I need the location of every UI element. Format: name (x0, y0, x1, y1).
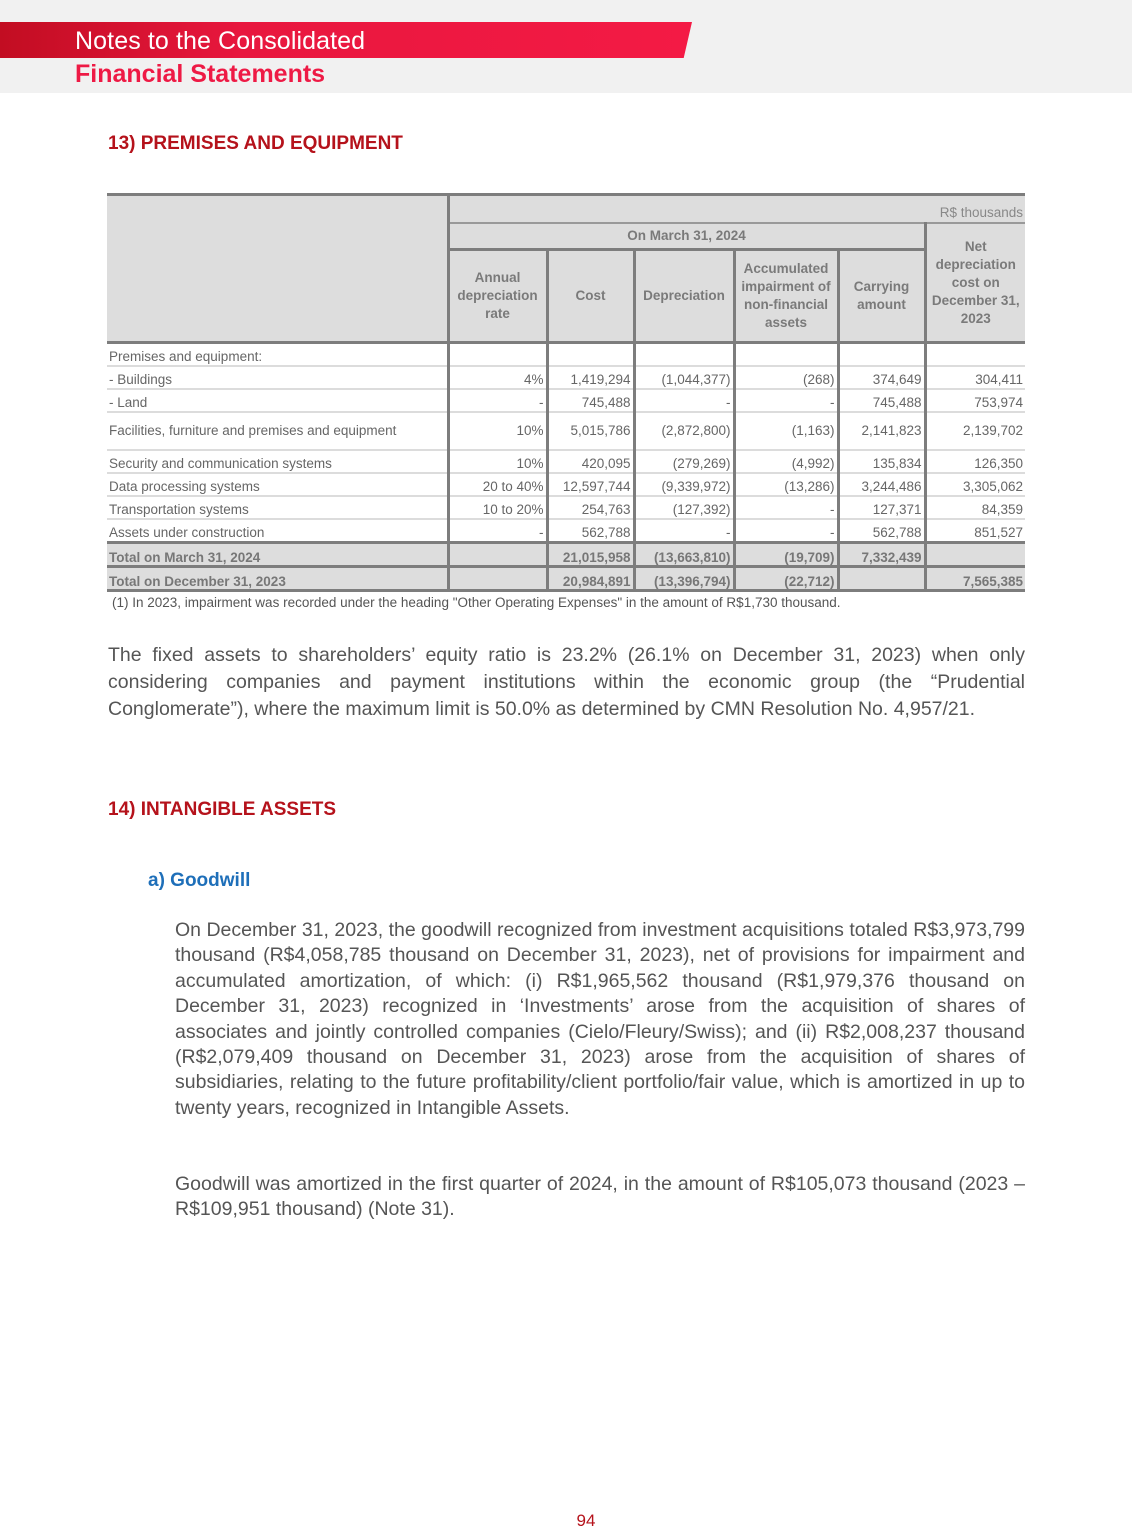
cell-carrying: 3,244,486 (838, 473, 925, 496)
cell-net-2023 (925, 543, 1025, 567)
cell-carrying: 135,834 (838, 450, 925, 473)
table-row-section-label (107, 343, 1025, 367)
cell-depreciation: - (634, 389, 734, 412)
table-total-row (107, 543, 1025, 567)
cell-net-2023: 851,527 (925, 519, 1025, 543)
cell-carrying (838, 567, 925, 591)
cell-net-2023: 7,565,385 (925, 567, 1025, 591)
cell-cost: 420,095 (547, 450, 634, 473)
total-label: Total on March 31, 2024 (107, 543, 448, 567)
unit-label: R$ thousands (448, 195, 1025, 224)
cell-carrying: 127,371 (838, 496, 925, 519)
row-label: Assets under construction (107, 519, 448, 543)
cell-carrying: 7,332,439 (838, 543, 925, 567)
cell-rate: 10% (448, 412, 547, 450)
table-row (107, 366, 1025, 389)
section-13-title: 13) PREMISES AND EQUIPMENT (108, 133, 403, 154)
page-number: 94 (576, 1511, 596, 1530)
table-total-row (107, 567, 1025, 591)
cell-depreciation: (2,872,800) (634, 412, 734, 450)
cell-rate (448, 567, 547, 591)
goodwill-paragraph-2: Goodwill was amortized in the first quarter of 2024, in the amount of R$105,073 thousand (2023 – R$109,951 thousand) (Note 31). (175, 1173, 1025, 1221)
cell-cost: 12,597,744 (547, 473, 634, 496)
table-row (107, 473, 1025, 496)
cell-impairment: (268) (734, 366, 838, 389)
cell-net-2023: 3,305,062 (925, 473, 1025, 496)
row-label: - Buildings (107, 366, 448, 389)
col-header-cost: Cost (547, 250, 634, 343)
col-header-net-2023: Net depreciation cost on December 31, 2023 (925, 223, 1025, 343)
row-label: Security and communication systems (107, 450, 448, 473)
cell-cost: 21,015,958 (547, 543, 634, 567)
cell-rate: 20 to 40% (448, 473, 547, 496)
cell-depreciation: (1,044,377) (634, 366, 734, 389)
table-row (107, 519, 1025, 543)
header-title-line1: Notes to the Consolidated (75, 27, 366, 55)
table-row (107, 389, 1025, 412)
cell-rate: 10% (448, 450, 547, 473)
col-header-impairment: Accumulated impairment of non-financial assets (734, 250, 838, 343)
cell-carrying: 745,488 (838, 389, 925, 412)
cell-cost: 745,488 (547, 389, 634, 412)
section-14-title: 14) INTANGIBLE ASSETS (108, 799, 337, 820)
cell-net-2023: 126,350 (925, 450, 1025, 473)
cell-net-2023: 84,359 (925, 496, 1025, 519)
premises-equipment-table (107, 193, 1025, 592)
table-row (107, 450, 1025, 473)
cell-depreciation: (13,663,810) (634, 543, 734, 567)
cell-net-2023: 753,974 (925, 389, 1025, 412)
cell-rate: 4% (448, 366, 547, 389)
total-label: Total on December 31, 2023 (107, 567, 448, 591)
cell-cost: 5,015,786 (547, 412, 634, 450)
cell-depreciation: (127,392) (634, 496, 734, 519)
cell-depreciation: - (634, 519, 734, 543)
table-row (107, 412, 1025, 450)
group-header: On March 31, 2024 (448, 223, 925, 250)
header-title-line2: Financial Statements (75, 60, 326, 88)
cell-depreciation: (9,339,972) (634, 473, 734, 496)
col-header-depreciation: Depreciation (634, 250, 734, 343)
row-label: Data processing systems (107, 473, 448, 496)
table-row (107, 496, 1025, 519)
cell-cost: 20,984,891 (547, 567, 634, 591)
cell-rate: 10 to 20% (448, 496, 547, 519)
cell-depreciation: (279,269) (634, 450, 734, 473)
cell-impairment: - (734, 496, 838, 519)
cell-net-2023: 2,139,702 (925, 412, 1025, 450)
row-label: Premises and equipment: (109, 349, 263, 364)
cell-impairment: (13,286) (734, 473, 838, 496)
col-header-rate: Annual depreciation rate (448, 250, 547, 343)
cell-impairment: - (734, 389, 838, 412)
cell-depreciation: (13,396,794) (634, 567, 734, 591)
cell-carrying: 562,788 (838, 519, 925, 543)
goodwill-subtitle: a) Goodwill (148, 870, 251, 891)
cell-rate: - (448, 519, 547, 543)
cell-rate (448, 543, 547, 567)
col-header-carrying: Carrying amount (838, 250, 925, 343)
row-label: - Land (107, 389, 448, 412)
cell-impairment: (19,709) (734, 543, 838, 567)
fixed-assets-ratio-paragraph: The fixed assets to shareholders’ equity ratio is 23.2% (26.1% on December 31, 2023) when only considering companies and payment institutions within the economic group (the “Prudential Conglomerate”), where the maximum limit is 50.0% as determined by CMN Resolution No. 4,957/21. (108, 644, 1025, 720)
row-label: Facilities, furniture and premises and equipment (107, 412, 448, 450)
cell-carrying: 2,141,823 (838, 412, 925, 450)
cell-cost: 254,763 (547, 496, 634, 519)
header-blank (107, 195, 448, 343)
cell-impairment: (1,163) (734, 412, 838, 450)
table-footnote: (1) In 2023, impairment was recorded under the heading "Other Operating Expenses" in the amount of R$1,730 thousand. (112, 595, 841, 610)
cell-impairment: - (734, 519, 838, 543)
cell-net-2023: 304,411 (925, 366, 1025, 389)
row-label: Transportation systems (107, 496, 448, 519)
goodwill-paragraph-1: On December 31, 2023, the goodwill recognized from investment acquisitions totaled R$3,973,799 thousand (R$4,058,785 thousand on December 31, 2023), net of provisions for impairment and accumulated amortization, of which: (i) R$1,965,562 thousand (R$1,979,376 thousand on December 31, 2023) recognized in ‘Investments’ arose from the acquisition of shares of associates and jointly controlled companies (Cielo/Fleury/Swiss); and (ii) R$2,008,237 thousand (R$2,079,409 thousand on December 31, 2023) arose from the acquisition of shares of subsidiaries, relating to the future profitability/client portfolio/fair value, which is amortized in up to twenty years, recognized in Intangible Assets. (175, 919, 1025, 1119)
cell-cost: 1,419,294 (547, 366, 634, 389)
cell-cost: 562,788 (547, 519, 634, 543)
cell-impairment: (4,992) (734, 450, 838, 473)
cell-carrying: 374,649 (838, 366, 925, 389)
cell-impairment: (22,712) (734, 567, 838, 591)
cell-rate: - (448, 389, 547, 412)
